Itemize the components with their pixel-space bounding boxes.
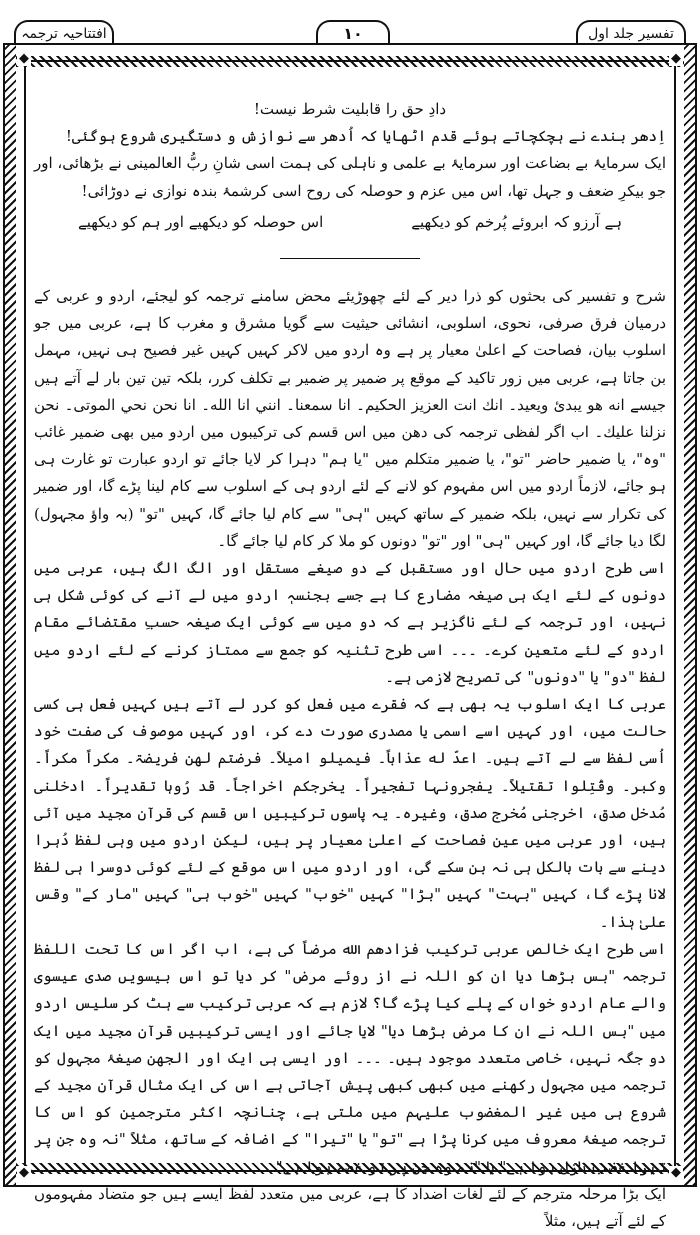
page-heading: دادِ حق را قابلیت شرط نیست! (253, 100, 447, 118)
body-paragraph: شرح و تفسیر کی بحثوں کو ذرا دیر کے لئے چھوڑیئے محض سامنے ترجمہ کو لیجئے، اردو و عربی کے درمیان فرق صرفی، نحوی، اسلوبی، انشائی حیثیت سے گویا مشرق و مغرب کا ہے، عربی میں جو اسلوب بیان، فصاحت کے اعلیٰ معیار پر ہے وہ اردو میں لاکر کہیں کہیں غیر فصیح ہی نہیں، مہمل بن جاتا ہے، عربی میں زور تاکید کے موقع پر ضمیر پر ضمیر بے تکلف کرر، بلکہ تین تین بار لے آتے ہیں جیسے انه هو يبدئ ويعيد۔ انك انت العزيز الحكيم۔ انا سمعنا۔ انني انا الله۔ انا نحن نحي الموتى۔ نحن نزلنا عليك۔ اب اگر لفظی ترجمہ کی دھن میں اس قسم کی ترکیبوں میں اردو میں بھی ضمیر غائب "وہ"، یا ضمیر حاضر "تو"، یا ضمیر متکلم میں "یا ہم" دہرا کر لایا جائے تو اردو عبارت تو غارت ہی ہو جائے، لازماً اردو میں اس مفہوم کو لانے کے لئے اردو ہی کے اسلوب سے کام لینا پڑے گا، اور ضمیر کی تکرار سے نہیں، بلکہ ضمیر کے ساتھ کہیں "ہی" سے کام لیا جائے گا، کہیں "تو" (بہ واؤ مجہول) لگا دیا جائے گا، اور کہیں "ہی" اور "تو" دونوں کو ملا کر کام لیا جائے گا۔ (34, 287, 666, 550)
couplet-second-hemistich: اس حوصلہ کو دیکھیے اور ہم کو دیکھیے (77, 212, 324, 231)
page-number: ۱۰ (316, 20, 390, 48)
corner-ornament-icon: ◆ (671, 1165, 681, 1180)
corner-ornament-icon: ◆ (19, 1165, 29, 1180)
intro-line: اِدھر بندے نے ہچکچاتے ہوئے قدم اٹھایا کہ اُدھر سے نوازش و دستگیری شروع ہوگئی! (65, 127, 666, 146)
couplet (34, 209, 666, 236)
ornamental-border-right (684, 45, 695, 1185)
page-body (34, 96, 666, 1235)
corner-ornament-icon: ◆ (19, 51, 29, 66)
body-paragraph: عربی کا ایک اسلوب یہ بھی ہے کہ فقرے میں فعل کو کرر لے آتے ہیں کہیں فعل ہی کسی حالت میں، اور کہیں اسے اسمی یا مصدری صورت دے کر، اور کہیں موصوف کی صفت خود اُسی لفظ سے لے آتے ہیں۔ اعدّ له عذاباً۔ فیمیلو امیلاً۔ فرضتم لهن فریضۃ۔ مکراً مکراً۔ وکبر۔ وقُتِلوا تقتیلاً۔ یفجرونہا تفجیراً۔ یخرجکم اخراجاً۔ قد رُوہا تقدیراً۔ ادخلنی مُدخل صدق، اخرجنی مُخرج صدق، وغیرہ۔ یہ پاسوں ترکیبیں اس قسم کی قرآن مجید میں آئی ہیں، اور عربی میں عین فصاحت کے اعلیٰ معیار پر ہیں، لیکن اردو میں وہی لفظ دُہرا دینے سے بات بالکل ہی نہ بن سکے گی، اور اردو میں اس موقع کے لئے کوئی دوسرا ہی لفظ لانا پڑے گا، کہیں "بہت" کہیں "بڑا" کہیں "خوب" کہیں "خوب ہی" کہیں "مار کے" وقس علیٰ ہٰذا۔ (34, 695, 666, 931)
body-paragraph: اسی طرح ایک خالص عربی ترکیب فزادهم الله مرضاً کی ہے، اب اگر اس کا تحت اللفظ ترجمہ "بس بڑھا دیا ان کو اللہ نے از روئے مرض" کر دیا تو اس بیسویں صدی عیسوی والے عام اردو خواں کے پلے کیا پڑے گا؟ لازم ہے کہ عربی ترکیب سے ہٹ کر سلیس اردو میں "بس اللہ نے ان کا مرض بڑھا دیا" لایا جائے اور ایسی ترکیبیں قرآن مجید میں ایک دو جگہ نہیں، خاصی متعدد موجود ہیں۔ ۔۔۔ اور ایسی ہی ایک اور الجھن صیغۂ مجہول کو ترجمہ میں مجہول رکھنے میں کبھی کبھی پیش آجاتی ہے اس کی ایک مثال قرآن مجید کے شروع ہی میں غیر المغضوب علیہم میں ملتی ہے، چنانچہ اکثر مترجمین کو اس کا ترجمہ صیغۂ معروف میں کرنا پڑا ہے "تو" یا "تیرا" کے اضافہ کے ساتھ، مثلاً "نہ وہ جن پر تیرا غضب نازل ہوا ہے" یا "نہ وہ جن پر تو غصہ ہوا ہے"۔ (34, 939, 666, 1176)
corner-ornament-icon: ◆ (671, 51, 681, 66)
running-title-right: تفسیر جلد اول (576, 20, 686, 48)
running-title-left: افتتاحیہ ترجمہ (14, 20, 114, 48)
ornamental-border-left (5, 45, 16, 1185)
couplet-first-hemistich: ہے آرزو کہ ابروئے پُرخم کو دیکھیے (411, 212, 623, 231)
intro-paragraph: ایک سرمایۂ بے بضاعت اور سرمایۂ بے علمی و ناہلی کی ہمت اسی شانِ ربُّ العالمینی نے بڑھائی، اور جو بیکرِ ضعف و جہل تھا، اس میں عزم و حوصلہ کی روح اسی کرشمۂ بندہ نوازی نے دوڑائی! (34, 154, 666, 200)
section-divider (280, 258, 420, 259)
body-paragraph: اسی طرح اردو میں حال اور مستقبل کے دو صیغے مستقل اور الگ الگ ہیں، عربی میں دونوں کے لئے ایک ہی صیغہ مضارع کا ہے جسے بجنسہٖ اردو میں لے آنے کی کوئی شکل ہی نہیں، اور ترجمہ کے لئے ناگزیر ہے کہ دو میں سے کوئی ایک صیغہ حسبِ مقتضائے مقام اردو کے لئے متعین کرے۔ ۔۔۔ اسی طرح تثنیہ کو جمع سے ممتاز کرنے کے لئے اردو میں لفظ "دو" یا "دونوں" کی تصریح لازمی ہے۔ (34, 559, 666, 686)
body-paragraph: ایک بڑا مرحلہ مترجم کے لئے لغات اضداد کا ہے، عربی میں متعدد لفظ ایسے ہیں جو متضاد مفہوموں کے لئے آتے ہیں، مثلاً (34, 1184, 666, 1230)
